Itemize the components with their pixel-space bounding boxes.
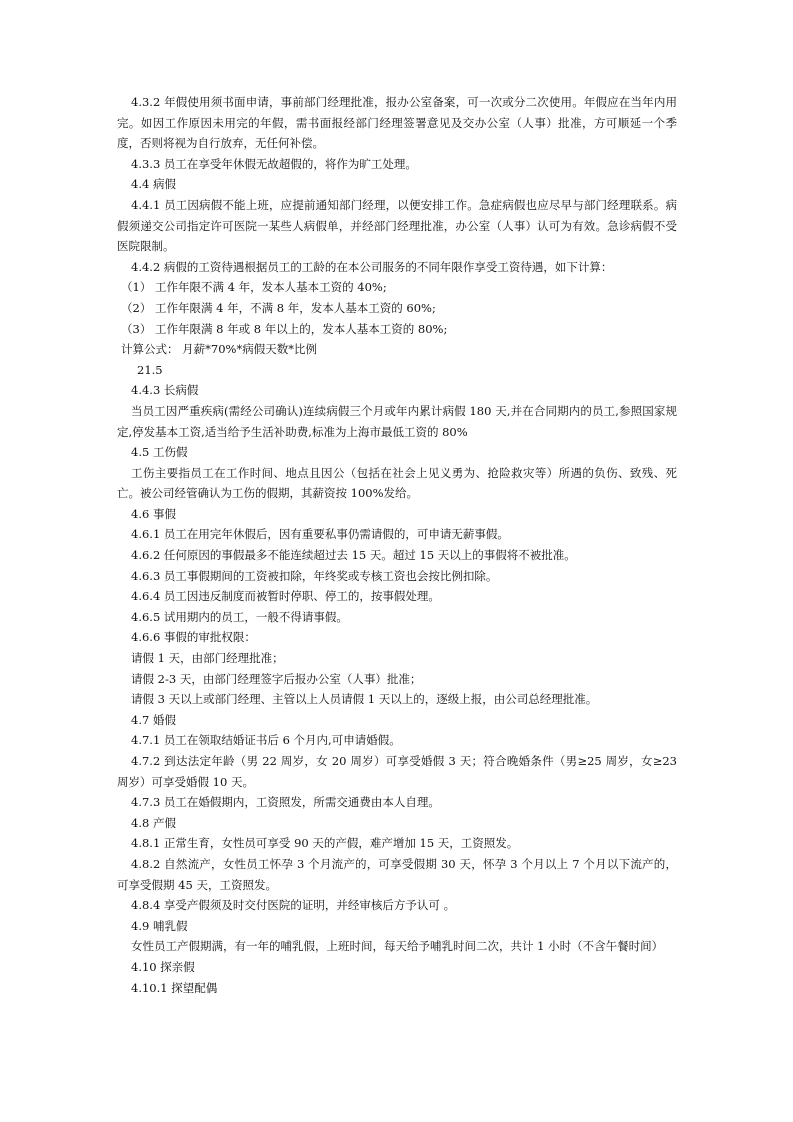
heading-4-4-3: 4.4.3 长病假 xyxy=(131,383,199,398)
list-item-3: （3） 工作年限满 8 年或 8 年以上的，发本人基本工资的 80%; xyxy=(121,321,448,336)
paragraph-4-7-3: 4.7.3 员工在婚假期内，工资照发，所需交通费由本人自理。 xyxy=(131,795,440,810)
approval-over-3-days: 请假 3 天以上或部门经理、主管以上人员请假 1 天以上的，逐级上报，由公司总经理批准。 xyxy=(131,692,598,707)
paragraph-4-4-1: 4.4.1 员工因病假不能上班，应提前通知部门经理，以便安排工作。急症病假也应尽早与部门经理联系。病假须递交公司指定许可医院一某些人病假单，并经部门经理批准，办公室（人事）认可为有效。急诊病假不受医院限制。 xyxy=(117,197,677,254)
paragraph-injury-leave: 工伤主要指员工在工作时间、地点且因公（包括在社会上见义勇为、抢险救灾等）所遇的负伤、致残、死亡。被公司经管确认为工伤的假期，其薪资按 100%发给。 xyxy=(117,465,677,501)
approval-2-3-days: 请假 2-3 天，由部门经理签字后报办公室（人事）批准； xyxy=(131,671,422,686)
paragraph-4-3-3: 4.3.3 员工在享受年休假无故超假的，将作为旷工处理。 xyxy=(131,156,417,171)
list-item-2: （2） 工作年限满 4 年，不满 8 年，发本人基本工资的 60%; xyxy=(121,300,436,315)
paragraph-long-sick-leave: 当员工因严重疾病(需经公司确认)连续病假三个月或年内累计病假 180 天,并在合同期内的员工,参照国家规定,停发基本工资,适当给予生活补助费,标准为上海市最低工资的 80% xyxy=(117,403,677,439)
approval-1-day: 请假 1 天，由部门经理批准； xyxy=(131,651,284,666)
paragraph-4-6-6: 4.6.6 事假的审批权限： xyxy=(131,630,256,645)
heading-4-9: 4.9 哺乳假 xyxy=(131,918,188,933)
heading-4-5: 4.5 工伤假 xyxy=(131,445,188,460)
document-body xyxy=(117,92,677,998)
paragraph-4-3-2: 4.3.2 年假使用须书面申请，事前部门经理批准，报办公室备案，可一次或分二次使用。年假应在当年内用完。如因工作原因未用完的年假，需书面报经部门经理签署意见及交办公室（人事）批准，方可顺延一个季度，否则将视为自行放弃，无任何补偿。 xyxy=(117,95,677,151)
heading-4-10-1: 4.10.1 探望配偶 xyxy=(131,980,218,995)
paragraph-4-7-1: 4.7.1 员工在领取结婚证书后 6 个月内,可申请婚假。 xyxy=(131,733,401,748)
formula-line: 计算公式： 月薪*70%*病假天数*比例 xyxy=(121,342,317,357)
paragraph-4-6-2: 4.6.2 任何原因的事假最多不能连续超过去 15 天。超过 15 天以上的事假将不被批准。 xyxy=(131,548,576,563)
heading-4-4: 4.4 病假 xyxy=(131,177,176,192)
heading-4-10: 4.10 探亲假 xyxy=(131,959,195,974)
paragraph-4-6-5: 4.6.5 试用期内的员工，一般不得请事假。 xyxy=(131,609,348,624)
paragraph-4-4-2: 4.4.2 病假的工资待遇根据员工的工龄的在本公司服务的不同年限作享受工资待遇，如下计算： xyxy=(131,259,613,274)
paragraph-4-6-4: 4.6.4 员工因违反制度而被暂时停职、停工的，按事假处理。 xyxy=(131,589,440,604)
paragraph-4-7-2: 4.7.2 到达法定年龄（男 22 周岁，女 20 周岁）可享受婚假 3 天；符合晚婚条件（男≥25 周岁，女≥23 周岁）可享受婚假 10 天。 xyxy=(117,754,677,789)
paragraph-4-8-2: 4.8.2 自然流产，女性员工怀孕 3 个月流产的，可享受假期 30 天，怀孕 3 个月以上 7 个月以下流产的，可享受假期 45 天，工资照发。 xyxy=(117,856,677,892)
paragraph-4-8-1: 4.8.1 正常生育，女性员可享受 90 天的产假，难产增加 15 天，工资照发。 xyxy=(131,836,519,851)
paragraph-nursing-leave: 女性员工产假期满，有一年的哺乳假，上班时间，每天给予哺乳时间二次，共计 1 小时（不含午餐时间） xyxy=(131,939,664,954)
paragraph-4-8-4: 4.8.4 享受产假须及时交付医院的证明，并经审核后方予认可 。 xyxy=(131,898,456,913)
paragraph-4-6-3: 4.6.3 员工事假期间的工资被扣除，年终奖或专核工资也会按比例扣除。 xyxy=(131,568,498,583)
heading-4-7: 4.7 婚假 xyxy=(131,712,176,727)
heading-4-8: 4.8 产假 xyxy=(131,815,176,830)
paragraph-4-6-1: 4.6.1 员工在用完年休假后，因有重要私事仍需请假的，可申请无薪事假。 xyxy=(131,527,509,542)
heading-4-6: 4.6 事假 xyxy=(131,506,176,521)
list-item-1: （1） 工作年限不满 4 年，发本人基本工资的 40%; xyxy=(121,280,387,295)
formula-divisor: 21.5 xyxy=(137,362,163,377)
